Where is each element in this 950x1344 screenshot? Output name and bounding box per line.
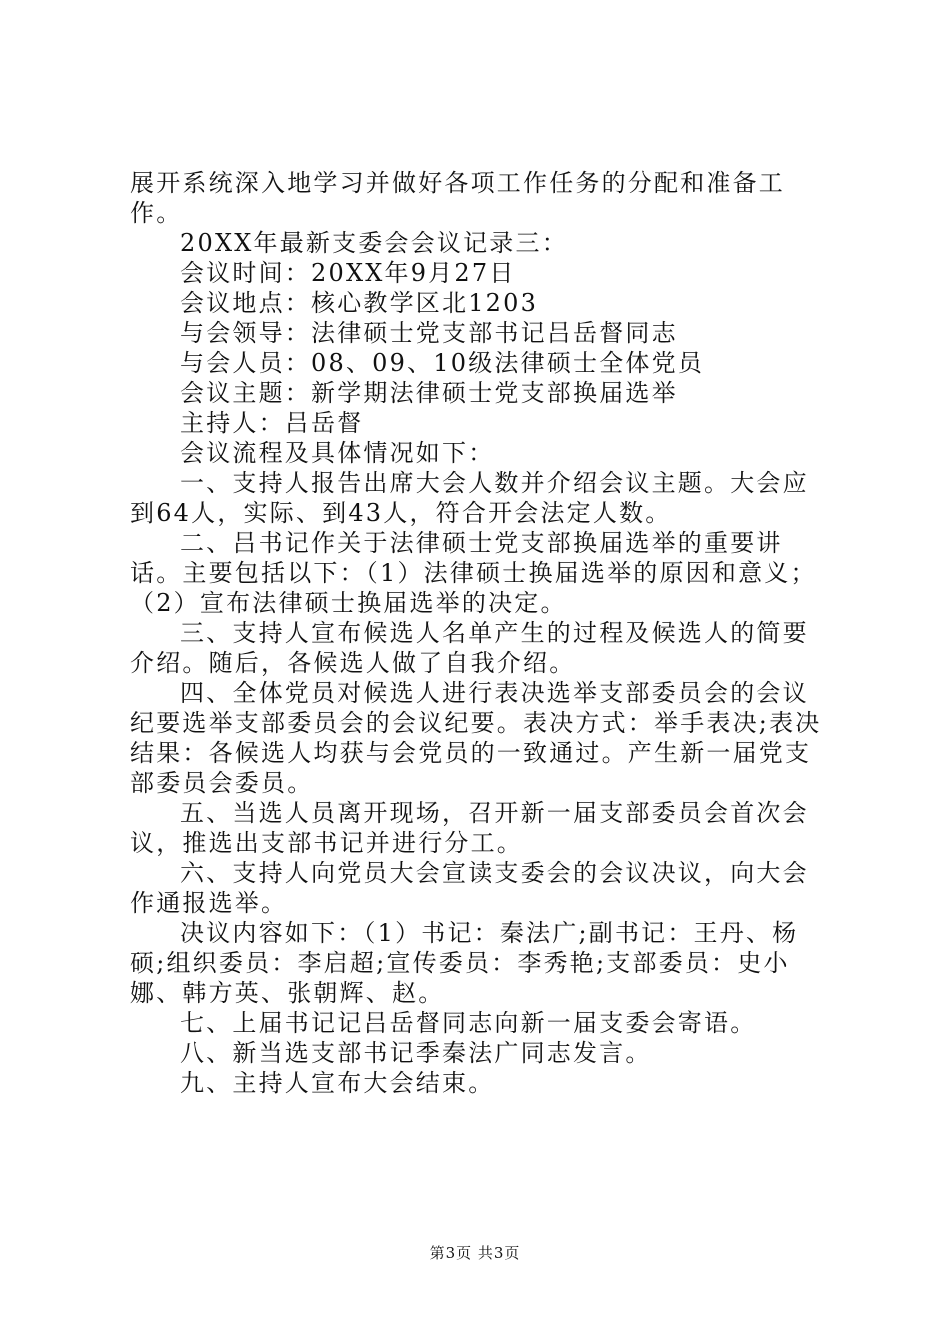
paragraph: 与会人员：08、09、10级法律硕士全体党员: [180, 349, 705, 377]
paragraph: 九、主持人宣布大会结束。: [180, 1069, 495, 1097]
paragraph: 八、新当选支部书记季秦法广同志发言。: [180, 1039, 652, 1067]
paragraph: 主持人：吕岳督: [180, 409, 364, 437]
document-body: [130, 168, 830, 1098]
paragraph: 二、吕书记作关于法律硕士党支部换届选举的重要讲话。主要包括以下：（1）法律硕士换届选举的原因和意义；（2）宣布法律硕士换届选举的决定。: [130, 529, 817, 617]
paragraph: 展开系统深入地学习并做好各项工作任务的分配和准备工作。: [130, 169, 785, 227]
paragraph: 三、支持人宣布候选人名单产生的过程及候选人的简要介绍。随后，各候选人做了自我介绍。: [130, 619, 809, 677]
paragraph: 会议地点：核心教学区北1203: [180, 289, 539, 317]
page-footer: [0, 1243, 950, 1263]
paragraph: 一、支持人报告出席大会人数并介绍会议主题。大会应到64人，实际、到43人，符合开会法定人数。: [130, 469, 809, 527]
paragraph: 决议内容如下：（1）书记：秦法广;副书记：王丹、杨硕;组织委员：李启超;宣传委员：李秀艳;支部委员：史小娜、韩方英、张朝辉、赵。: [130, 919, 799, 1007]
paragraph: 20XX年最新支委会会议记录三：: [180, 229, 568, 257]
paragraph: 四、全体党员对候选人进行表决选举支部委员会的会议纪要选举支部委员会的会议纪要。表决方式：举手表决;表决结果：各候选人均获与会党员的一致通过。产生新一届党支部委员会委员。: [130, 679, 822, 797]
paragraph: 会议主题：新学期法律硕士党支部换届选举: [180, 379, 678, 407]
page-number: 第3页 共3页: [429, 1244, 521, 1262]
paragraph: 五、当选人员离开现场，召开新一届支部委员会首次会议，推选出支部书记并进行分工。: [130, 799, 809, 857]
paragraph: 会议流程及具体情况如下：: [180, 439, 495, 467]
paragraph: 与会领导：法律硕士党支部书记吕岳督同志: [180, 319, 678, 347]
paragraph: 六、支持人向党员大会宣读支委会的会议决议，向大会作通报选举。: [130, 859, 809, 917]
paragraph: 七、上届书记记吕岳督同志向新一届支委会寄语。: [180, 1009, 757, 1037]
paragraph: 会议时间：20XX年9月27日: [180, 259, 516, 287]
